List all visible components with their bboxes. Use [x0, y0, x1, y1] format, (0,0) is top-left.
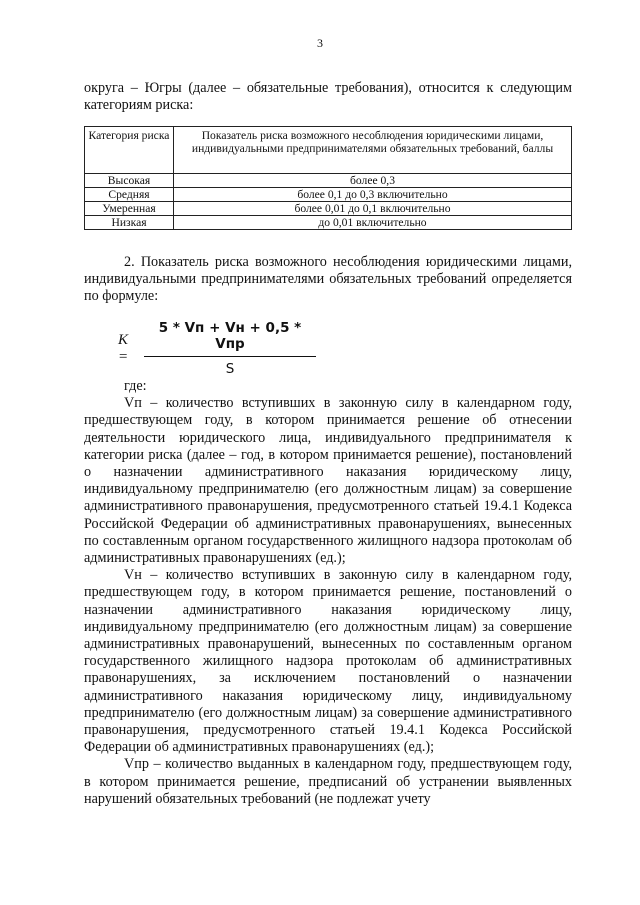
formula-lhs: K = — [118, 332, 129, 365]
row-indicator: более 0,3 — [174, 174, 572, 188]
header-indicator: Показатель риска возможного несоблюдения юридическими лицами, индивидуальными предпринимателями обязательных требований, баллы — [174, 127, 572, 174]
intro-paragraph — [84, 80, 572, 114]
paragraph-2 — [84, 254, 572, 306]
formula-denominator: S — [225, 361, 235, 377]
row-category: Средняя — [85, 188, 174, 202]
row-indicator: более 0,1 до 0,3 включительно — [174, 188, 572, 202]
definition-vpr: Vпр – количество выданных в календарном году, предшествующем году, в котором принимается решение, предписаний об устранении выявленных нарушений обязательных требований (не подлежат учету — [84, 756, 572, 807]
formula-fraction — [144, 320, 316, 377]
row-category: Низкая — [85, 216, 174, 230]
row-category: Умеренная — [85, 202, 174, 216]
row-indicator: до 0,01 включительно — [174, 216, 572, 230]
table-row — [85, 188, 572, 202]
row-category: Высокая — [85, 174, 174, 188]
header-category: Категория риска — [85, 127, 174, 174]
table-row — [85, 174, 572, 188]
where-label: где: — [124, 378, 147, 394]
table-header-row — [85, 127, 572, 174]
page-number: 3 — [317, 36, 323, 50]
definitions-block — [84, 378, 572, 808]
definition-vp: Vп – количество вступивших в законную силу в календарном году, предшествующем году, в котором принимается решение об отнесении деятельности юридического лица, индивидуального предпринимателя к категории риска (далее – год, в котором принимается решение), постановлений о назначении административного наказания юридическому лицу, индивидуальному предпринимателю (его должностным лицам) за совершение административного правонарушения, предусмотренного статьей 19.4.1 Кодекса Российской Федерации об административных правонарушениях, вынесенных по составленным органом государственного жилищного надзора протоколам об административных правонарушениях (ед.); — [84, 395, 572, 567]
table-row — [85, 216, 572, 230]
intro-text: округа – Югры (далее – обязательные требования), относится к следующим категориям риска: — [84, 80, 572, 114]
risk-category-table — [84, 126, 572, 230]
paragraph-2-text: 2. Показатель риска возможного несоблюдения юридическими лицами, индивидуальными предпринимателями обязательных требований определяется по формуле: — [84, 254, 572, 305]
row-indicator: более 0,01 до 0,1 включительно — [174, 202, 572, 216]
table-row — [85, 202, 572, 216]
definition-vn: Vн – количество вступивших в законную силу в календарном году, предшествующем году, в котором принимается решение, постановлений о назначении административного наказания юридическому лицу, индивидуальному предпринимателю (его должностным лицам) за совершение административных правонарушений, вынесенных по составленным органом государственного жилищного надзора протоколам об административных правонарушениях, за исключением постановлений о назначении административного наказания юридическому лицу, индивидуальному предпринимателю (его должностным лицам) за совершение административного правонарушения, предусмотренного статьей 19.4.1 Кодекса Российской Федерации об административных правонарушениях (ед.); — [84, 567, 572, 756]
formula-numerator: 5 * Vп + Vн + 0,5 * Vпр — [144, 320, 316, 357]
